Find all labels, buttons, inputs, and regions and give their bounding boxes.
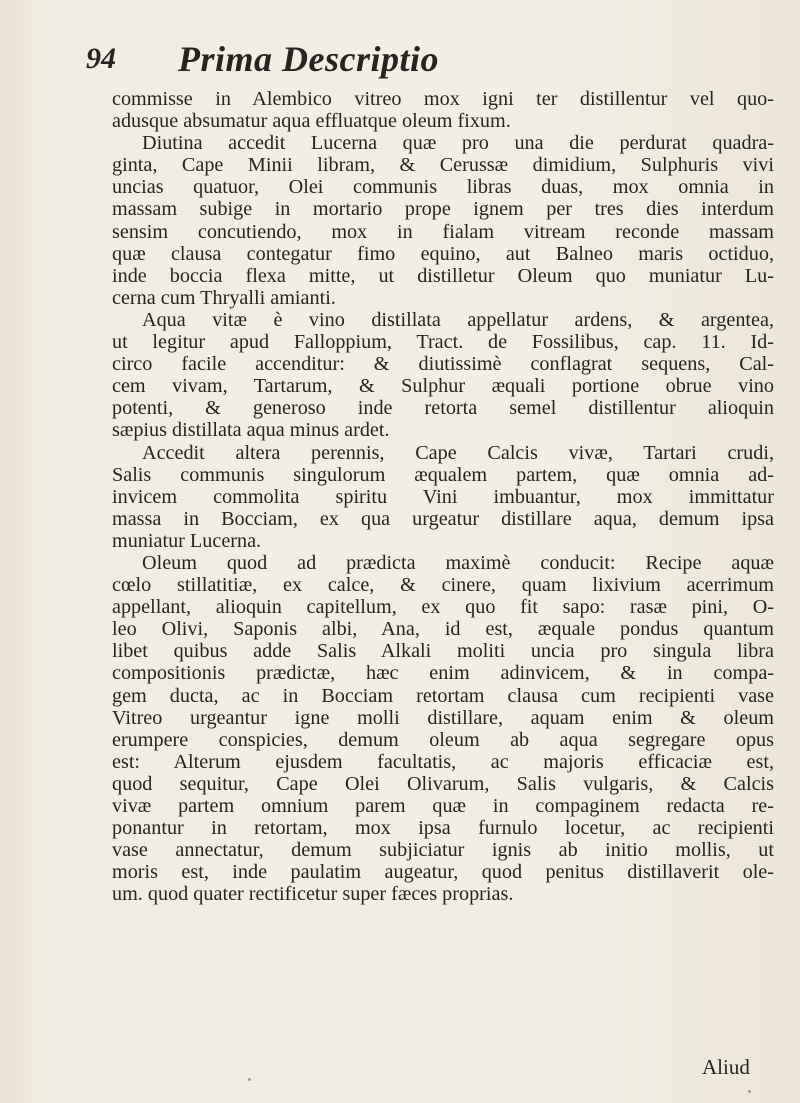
text-line: Vitreo urgeantur igne molli distillare, aquam enim & oleum	[112, 706, 774, 729]
paragraph-2	[112, 132, 774, 309]
text-line: vivæ partem omnium parem quæ in compaginem redacta re-	[112, 795, 774, 817]
text-line: quod sequitur, Cape Olei Olivarum, Salis vulgaris, & Calcis	[112, 772, 774, 795]
text-line: invicem commolita spiritu Vini imbuantur, mox immittatur	[112, 485, 774, 508]
text-line: cem vivam, Tartarum, & Sulphur æquali portione obrue vino	[112, 375, 774, 398]
text-line: sensim concutiendo, mox in fialam vitream reconde massam	[112, 220, 774, 243]
paper-speck	[748, 1090, 751, 1093]
body-text	[112, 88, 774, 905]
text-line: moris est, inde paulatim augeatur, quod penitus distillaverit ole-	[112, 861, 774, 884]
text-line: massa in Bocciam, ex qua urgeatur distillare aqua, demum ipsa	[112, 507, 774, 530]
text-line: inde boccia flexa mitte, ut distilletur Oleum quo muniatur Lu-	[112, 264, 774, 287]
text-line: erumpere conspicies, demum oleum ab aqua segregare opus	[112, 728, 774, 751]
paper-speck	[248, 1078, 251, 1081]
text-line: cœlo stillatitiæ, ex calce, & cinere, quam lixivium acerrimum	[112, 574, 774, 597]
text-line: vase annectatur, demum subjiciatur ignis ab initio mollis, ut	[112, 839, 774, 862]
text-line: commisse in Alembico vitreo mox igni ter distillentur vel quo-	[112, 88, 774, 110]
text-line: est: Alterum ejusdem facultatis, ac majoris efficaciæ est,	[112, 750, 774, 773]
text-line: Salis communis singulorum æqualem partem, quæ omnia ad-	[112, 463, 774, 486]
text-line: Aqua vitæ è vino distillata appellatur ardens, & argentea,	[142, 308, 774, 331]
text-line: potenti, & generoso inde retorta semel distillentur alioquin	[112, 397, 774, 420]
text-line: libet quibus adde Salis Alkali moliti uncia pro singula libra	[112, 640, 774, 663]
paragraph-3	[112, 309, 774, 442]
text-line: ut legitur apud Falloppium, Tract. de Fossilibus, cap. 11. Id-	[112, 331, 774, 354]
catchword: Aliud	[702, 1055, 750, 1079]
text-line: uncias quatuor, Olei communis libras duas, mox omnia in	[112, 176, 774, 199]
paragraph-4	[112, 442, 774, 552]
text-line: ponantur in retortam, mox ipsa furnulo locetur, ac recipienti	[112, 817, 774, 840]
text-line: massam subige in mortario prope ignem per tres dies interdum	[112, 198, 774, 221]
text-line: adusque absumatur aqua effluatque oleum fixum.	[112, 110, 511, 133]
text-line: circo facile accenditur: & diutissimè conflagrat sequens, Cal-	[112, 353, 774, 376]
page-header	[86, 38, 766, 84]
text-line: Diutina accedit Lucerna quæ pro una die perdurat quadra-	[142, 132, 774, 155]
text-line: quæ clausa contegatur fimo equino, aut Balneo maris octiduo,	[112, 242, 774, 265]
text-line: appellant, alioquin capitellum, ex quo fit sapo: rasæ pini, O-	[112, 596, 774, 619]
text-line: ginta, Cape Minii libram, & Cerussæ dimidium, Sulphuris vivi	[112, 154, 774, 177]
paragraph-5	[112, 552, 774, 906]
paragraph-1	[112, 88, 774, 132]
text-line: gem ducta, ac in Bocciam retortam clausa cum recipienti vase	[112, 684, 774, 707]
text-line: um. quod quater rectificetur super fæces proprias.	[112, 883, 514, 906]
text-line: cerna cum Thryalli amianti.	[112, 286, 336, 309]
text-line: muniatur Lucerna.	[112, 529, 262, 552]
text-line: compositionis prædictæ, hæc enim adinvicem, & in compa-	[112, 662, 774, 685]
text-line: Accedit altera perennis, Cape Calcis vivæ, Tartari crudi,	[142, 441, 774, 464]
text-line: Oleum quod ad prædicta maximè conducit: Recipe aquæ	[142, 551, 774, 574]
text-line: sæpius distillata aqua minus ardet.	[112, 419, 390, 442]
text-line: leo Olivi, Saponis albi, Ana, id est, æquale pondus quantum	[112, 618, 774, 641]
page-number: 94	[86, 42, 116, 75]
running-title: Prima Descriptio	[178, 39, 439, 79]
